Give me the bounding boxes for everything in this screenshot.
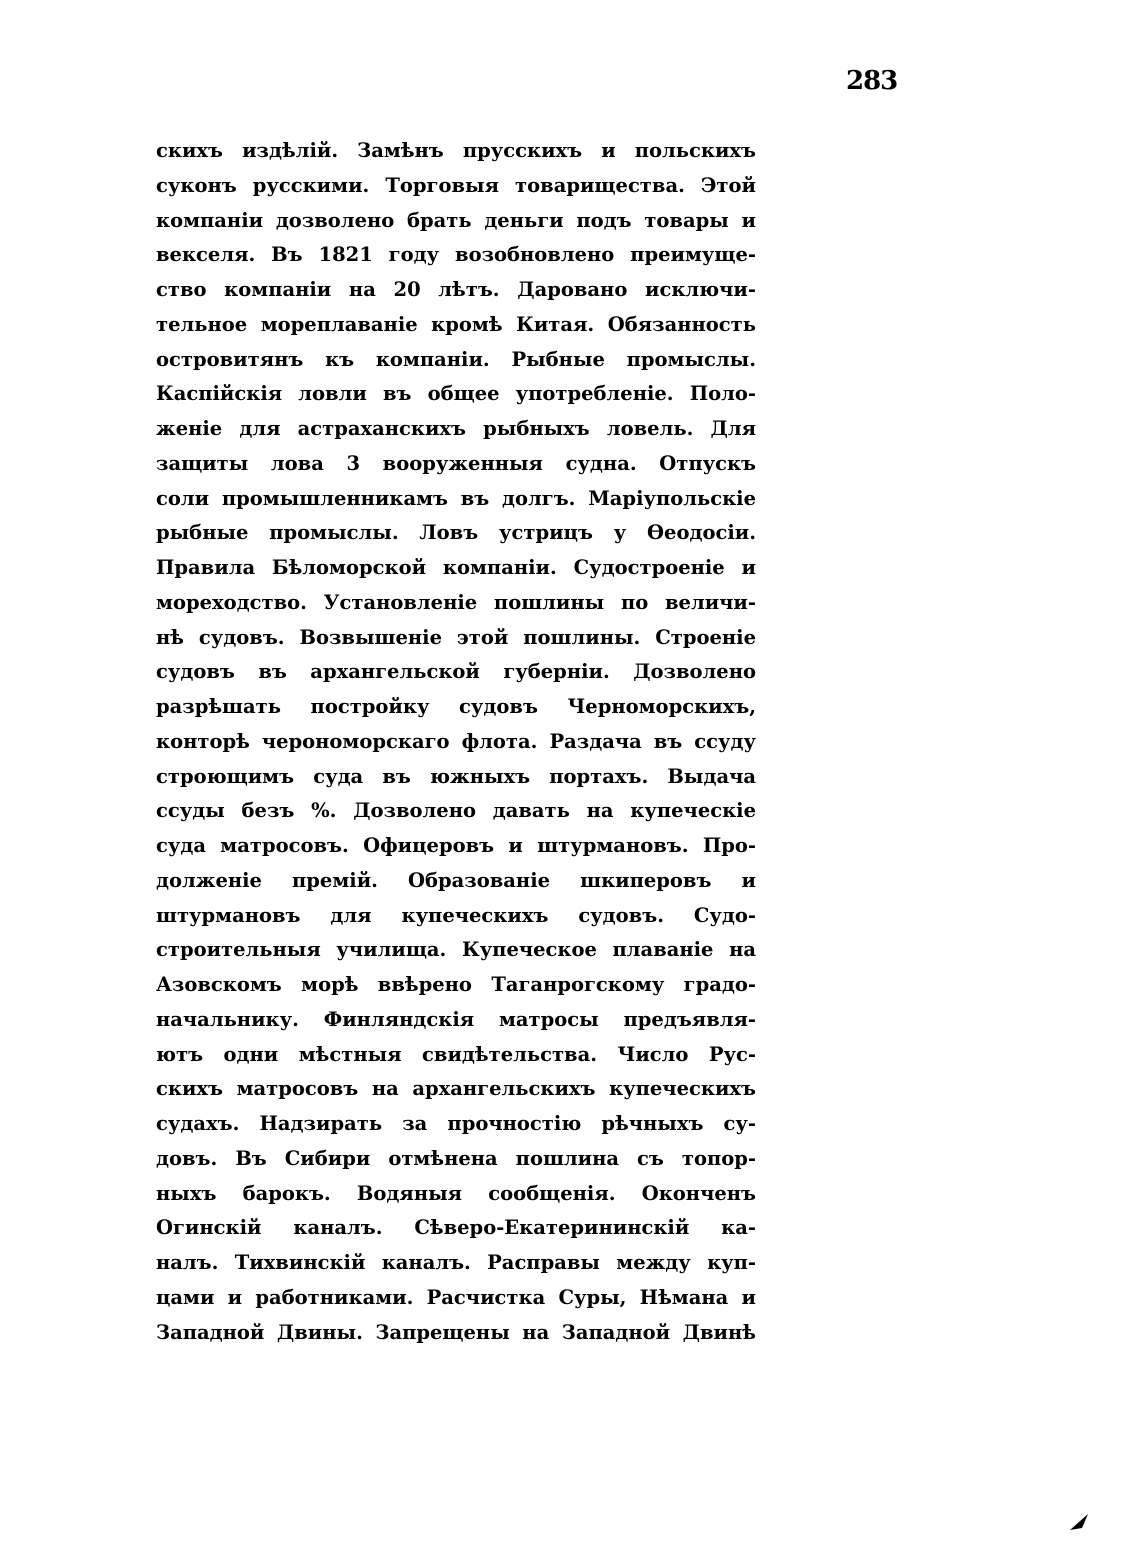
- body-text: [156, 134, 756, 1350]
- text-line: Огинскій каналъ. Сѣверо-Екатерининскій ка-: [156, 1216, 756, 1240]
- text-line: ство компаніи на 20 лѣтъ. Даровано исключи-: [156, 278, 756, 301]
- text-line: разрѣшать постройку судовъ Черноморскихъ,: [156, 695, 756, 718]
- text-line: цами и работниками. Расчистка Суры, Нѣмана и: [156, 1285, 756, 1309]
- text-line: Каспійскія ловли въ общее употребленіе. Поло-: [156, 382, 756, 406]
- page-number: 283: [846, 66, 898, 96]
- text-line: судахъ. Надзирать за прочностію рѣчныхъ су-: [156, 1112, 756, 1135]
- text-line: скихъ издѣлій. Замѣнъ прусскихъ и польскихъ: [156, 139, 756, 162]
- text-line: довъ. Въ Сибири отмѣнена пошлина съ топор-: [156, 1146, 756, 1170]
- text-line: защиты лова 3 вооруженныя судна. Отпускъ: [156, 451, 756, 475]
- text-line: долженіе премій. Образованіе шкиперовъ и: [156, 868, 756, 892]
- text-line: ныхъ барокъ. Водяныя сообщенія. Оконченъ: [156, 1181, 756, 1205]
- text-line: ютъ одни мѣстныя свидѣтельства. Число Рус-: [156, 1042, 756, 1066]
- text-line: ссуды безъ %. Дозволено давать на купеческіе: [156, 799, 756, 823]
- text-line: строющимъ суда въ южныхъ портахъ. Выдача: [156, 764, 756, 788]
- text-line: конторѣ черономорскаго флота. Раздача въ ссуду: [156, 729, 756, 753]
- text-line: Азовскомъ морѣ ввѣрено Таганрогскому градо-: [156, 973, 756, 996]
- text-line: суда матросовъ. Офицеровъ и штурмановъ. Про-: [156, 834, 756, 857]
- text-line: налъ. Тихвинскій каналъ. Расправы между куп-: [156, 1251, 756, 1274]
- text-line: Западной Двины. Запрещены на Западной Двинѣ: [156, 1320, 756, 1344]
- text-line: женіе для астраханскихъ рыбныхъ ловель. Для: [156, 417, 756, 440]
- text-line: соли промышленникамъ въ долгъ. Маріупольскіе: [156, 486, 756, 510]
- text-line: векселя. Въ 1821 году возобновлено преимуще-: [156, 243, 756, 267]
- text-line: Правила Бѣломорской компаніи. Судостроеніе и: [156, 556, 756, 579]
- text-line: строительныя училища. Купеческое плаваніе на: [156, 938, 756, 962]
- text-line: штурмановъ для купеческихъ судовъ. Судо-: [156, 903, 756, 927]
- text-line: компаніи дозволено брать деньги подъ товары и: [156, 208, 756, 232]
- text-line: мореходство. Установленіе пошлины по величи-: [156, 590, 756, 614]
- text-line: тельное мореплаваніе кромѣ Китая. Обязанность: [156, 312, 756, 336]
- scan-mark-icon: [1068, 1510, 1090, 1532]
- text-line: рыбные промыслы. Ловъ устрицъ у Ѳеодосіи.: [156, 521, 756, 545]
- text-line: скихъ матросовъ на архангельскихъ купеческихъ: [156, 1077, 756, 1101]
- text-line: нѣ судовъ. Возвышеніе этой пошлины. Строеніе: [156, 625, 756, 649]
- text-line: суконъ русскими. Торговыя товарищества. Этой: [156, 173, 756, 197]
- text-line: судовъ въ архангельской губерніи. Дозволено: [156, 660, 756, 684]
- text-line: начальнику. Финляндскія матросы предъявля-: [156, 1007, 756, 1031]
- text-line: островитянъ къ компаніи. Рыбные промыслы.: [156, 347, 756, 371]
